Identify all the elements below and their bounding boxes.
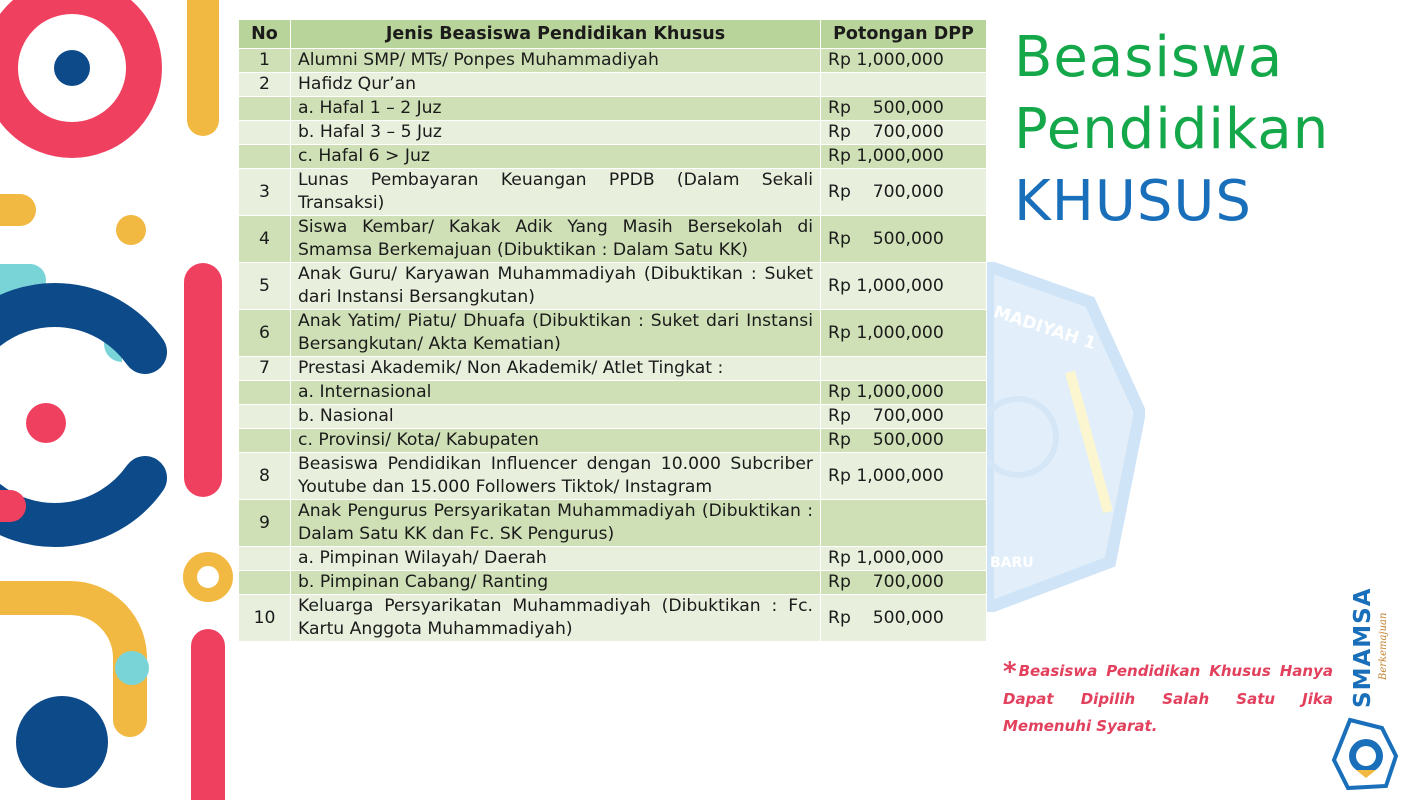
table-header-row bbox=[239, 20, 987, 49]
row-no bbox=[239, 381, 291, 405]
title-line-1: Beasiswa bbox=[1014, 25, 1284, 90]
watermark-text-top: MADIYAH 1 bbox=[990, 302, 1099, 355]
row-no bbox=[239, 97, 291, 121]
row-jenis: a. Internasional bbox=[291, 381, 821, 405]
row-no: 6 bbox=[239, 310, 291, 357]
header-potongan: Potongan DPP bbox=[821, 20, 987, 49]
row-jenis: Prestasi Akademik/ Non Akademik/ Atlet Tingkat : bbox=[291, 357, 821, 381]
row-potongan: Rp 1,000,000 bbox=[821, 547, 987, 571]
row-potongan: Rp 1,000,000 bbox=[821, 145, 987, 169]
table-row bbox=[239, 310, 987, 357]
row-jenis: Keluarga Persyarikatan Muhammadiyah (Dibuktikan : Fc. Kartu Anggota Muhammadiyah) bbox=[291, 595, 821, 642]
row-no: 7 bbox=[239, 357, 291, 381]
school-logo-tagline: Berkemajuan bbox=[1378, 612, 1389, 680]
row-potongan bbox=[821, 73, 987, 97]
row-jenis: c. Provinsi/ Kota/ Kabupaten bbox=[291, 429, 821, 453]
row-no bbox=[239, 145, 291, 169]
row-jenis: c. Hafal 6 > Juz bbox=[291, 145, 821, 169]
row-jenis: Beasiswa Pendidikan Influencer dengan 10.000 Subcriber Youtube dan 15.000 Followers Tiktok/ Instagram bbox=[291, 453, 821, 500]
teal-dot-shape bbox=[115, 651, 149, 685]
row-jenis: Anak Yatim/ Piatu/ Dhuafa (Dibuktikan : Suket dari Instansi Bersangkutan/ Akta Kematian) bbox=[291, 310, 821, 357]
table-row bbox=[239, 49, 987, 73]
table-row bbox=[239, 429, 987, 453]
row-no bbox=[239, 547, 291, 571]
row-potongan: Rp 500,000 bbox=[821, 97, 987, 121]
asterisk-mark: * bbox=[1003, 657, 1017, 687]
row-no bbox=[239, 571, 291, 595]
row-no: 9 bbox=[239, 500, 291, 547]
row-no: 4 bbox=[239, 216, 291, 263]
row-no bbox=[239, 121, 291, 145]
row-potongan: Rp 1,000,000 bbox=[821, 310, 987, 357]
row-no bbox=[239, 429, 291, 453]
yellow-ring-shape bbox=[190, 559, 226, 595]
row-potongan: Rp 700,000 bbox=[821, 405, 987, 429]
footnote-text: Beasiswa Pendidikan Khusus Hanya Dapat Dipilih Salah Satu Jika Memenuhi Syarat. bbox=[1003, 662, 1333, 735]
table-row bbox=[239, 216, 987, 263]
pink-dot-shape bbox=[26, 403, 66, 443]
table-row bbox=[239, 500, 987, 547]
navy-circle-shape bbox=[16, 696, 108, 788]
table-row bbox=[239, 73, 987, 97]
row-no: 3 bbox=[239, 169, 291, 216]
page-title bbox=[1014, 22, 1329, 238]
table-row bbox=[239, 357, 987, 381]
row-no bbox=[239, 405, 291, 429]
row-potongan: Rp 1,000,000 bbox=[821, 381, 987, 405]
decorative-shapes bbox=[0, 0, 240, 800]
table-row bbox=[239, 595, 987, 642]
row-potongan: Rp 700,000 bbox=[821, 571, 987, 595]
row-jenis: Alumni SMP/ MTs/ Ponpes Muhammadiyah bbox=[291, 49, 821, 73]
yellow-dot-shape bbox=[116, 215, 146, 245]
row-jenis: Lunas Pembayaran Keuangan PPDB (Dalam Sekali Transaksi) bbox=[291, 169, 821, 216]
row-potongan: Rp 1,000,000 bbox=[821, 453, 987, 500]
table-row bbox=[239, 263, 987, 310]
row-jenis: b. Hafal 3 – 5 Juz bbox=[291, 121, 821, 145]
row-potongan: Rp 1,000,000 bbox=[821, 49, 987, 73]
watermark-text-bottom: BARU bbox=[990, 555, 1034, 571]
row-jenis: b. Pimpinan Cabang/ Ranting bbox=[291, 571, 821, 595]
table-row bbox=[239, 97, 987, 121]
row-no: 10 bbox=[239, 595, 291, 642]
row-potongan: Rp 1,000,000 bbox=[821, 263, 987, 310]
row-potongan bbox=[821, 500, 987, 547]
table-row bbox=[239, 571, 987, 595]
navy-dot-shape bbox=[54, 50, 90, 86]
school-badge-icon bbox=[1330, 716, 1400, 792]
row-no: 5 bbox=[239, 263, 291, 310]
table-row bbox=[239, 405, 987, 429]
navy-arc-shape bbox=[0, 305, 145, 525]
row-jenis: Siswa Kembar/ Kakak Adik Yang Masih Bersekolah di Smamsa Berkemajuan (Dibuktikan : Dalam Satu KK) bbox=[291, 216, 821, 263]
row-no: 2 bbox=[239, 73, 291, 97]
row-no: 1 bbox=[239, 49, 291, 73]
row-potongan: Rp 500,000 bbox=[821, 216, 987, 263]
table-row bbox=[239, 145, 987, 169]
table-row bbox=[239, 121, 987, 145]
table-row bbox=[239, 453, 987, 500]
title-line-3: KHUSUS bbox=[1014, 169, 1252, 234]
row-jenis: Anak Guru/ Karyawan Muhammadiyah (Dibuktikan : Suket dari Instansi Bersangkutan) bbox=[291, 263, 821, 310]
table-row bbox=[239, 169, 987, 216]
row-jenis: Hafidz Qur’an bbox=[291, 73, 821, 97]
row-jenis: a. Hafal 1 – 2 Juz bbox=[291, 97, 821, 121]
row-no: 8 bbox=[239, 453, 291, 500]
scholarship-table bbox=[238, 19, 987, 642]
title-line-2: Pendidikan bbox=[1014, 97, 1330, 162]
row-potongan: Rp 500,000 bbox=[821, 595, 987, 642]
table-row bbox=[239, 547, 987, 571]
row-jenis: Anak Pengurus Persyarikatan Muhammadiyah (Dibuktikan : Dalam Satu KK dan Fc. SK Pengurus) bbox=[291, 500, 821, 547]
row-potongan: Rp 500,000 bbox=[821, 429, 987, 453]
row-jenis: a. Pimpinan Wilayah/ Daerah bbox=[291, 547, 821, 571]
table-row bbox=[239, 381, 987, 405]
header-jenis: Jenis Beasiswa Pendidikan Khusus bbox=[291, 20, 821, 49]
row-potongan bbox=[821, 357, 987, 381]
footnote bbox=[1003, 658, 1333, 740]
header-no: No bbox=[239, 20, 291, 49]
school-logo-text: SMAMSA bbox=[1350, 587, 1376, 708]
row-potongan: Rp 700,000 bbox=[821, 169, 987, 216]
row-potongan: Rp 700,000 bbox=[821, 121, 987, 145]
row-jenis: b. Nasional bbox=[291, 405, 821, 429]
